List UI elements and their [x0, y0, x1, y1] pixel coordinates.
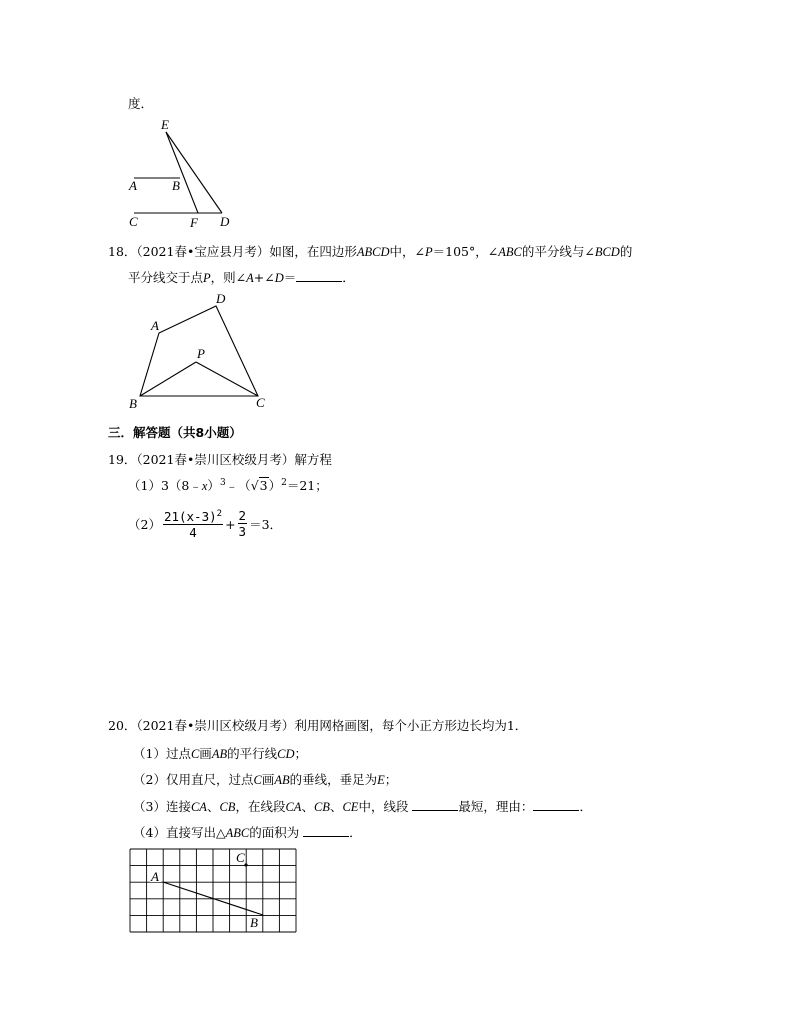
q19-part1	[128, 476, 328, 494]
q19-part1-radical: √	[250, 478, 259, 493]
q18-label-b: B	[129, 396, 137, 411]
q20-part3-text: 、	[301, 799, 314, 814]
q19-instruction: 解方程	[294, 452, 332, 467]
q20-part1-var: C	[190, 747, 200, 761]
q20-part4-text: 的面积为	[249, 825, 304, 840]
q20-part2	[133, 770, 397, 788]
q20-part2-text: 画	[261, 772, 275, 787]
q18-label-p: P	[197, 346, 205, 361]
q18-text: +∠	[253, 270, 275, 285]
q20-part3-text: ．	[579, 799, 592, 814]
q18-line1	[108, 242, 632, 260]
q19-number: 19．	[108, 452, 137, 467]
q19-source: （2021春•崇川区校级月考）	[136, 452, 295, 467]
q17-line-ed	[166, 132, 222, 213]
q19-part1-text: ）	[268, 478, 282, 493]
q17-text-tail: 度．	[128, 96, 154, 111]
q18-label-c: C	[256, 395, 265, 410]
q18-text: 平分线交于点	[128, 270, 204, 285]
q20-part3-var: CB	[219, 800, 236, 814]
q17-label-b: B	[172, 178, 180, 193]
q20-part2-var: AB	[274, 773, 290, 787]
q20-part3-text: （3）连接	[133, 799, 191, 814]
q20-number: 20．	[108, 718, 137, 733]
q19-part2-plus: +	[225, 516, 236, 532]
q19-line1	[108, 450, 332, 468]
q19-part2-numerator: 2	[238, 508, 247, 523]
q20-point-c	[244, 863, 247, 866]
q18-var: P	[203, 271, 211, 285]
q18-source: （2021春•宝应县月考）	[136, 244, 270, 259]
q20-label-c: C	[236, 850, 245, 865]
q18-var: D	[274, 271, 284, 285]
q19-part2-exponent: 2	[216, 508, 223, 519]
q18-var: P	[424, 245, 433, 259]
q20-part3-text: 、	[206, 799, 220, 814]
q18-var: BCD	[594, 245, 620, 259]
q18-text: 的	[619, 244, 633, 259]
q19-part2-fraction1	[163, 507, 223, 541]
q20-part3	[133, 797, 592, 815]
q18-label-d: D	[216, 291, 226, 306]
q18-text: ．	[342, 270, 355, 285]
q20-line1	[108, 716, 527, 734]
q19-part1-text: ）	[207, 478, 220, 493]
q18-text: ＝105°，∠	[432, 244, 499, 259]
q20-part3-text: 中，线段	[358, 799, 413, 814]
q19-part2-label: （2）	[128, 517, 161, 532]
q19-part1-var: x	[201, 479, 208, 493]
q19-part2-denominator: 4	[189, 525, 197, 541]
section-3-title: 三．解答题（共8小题）	[108, 425, 242, 440]
q20-grid-figure	[129, 848, 299, 934]
q19-part1-exponent: 2	[281, 477, 287, 488]
q20-label-b: B	[250, 915, 258, 930]
q19-part2	[128, 504, 282, 544]
q20-text: 利用网格画图，每个小正方形边长均为1．	[294, 718, 528, 733]
q20-part4-text: （4）直接写出△	[133, 825, 226, 840]
q20-part3-var: CA	[190, 800, 207, 814]
q17-label-f: F	[190, 215, 198, 230]
q20-part4-text: ．	[349, 825, 362, 840]
q18-text: 中，∠	[389, 244, 425, 259]
q18-var: ABC	[498, 245, 522, 259]
q20-part2-text: （2）仅用直尺，过点	[133, 772, 254, 787]
q20-part2-text: ；	[384, 772, 398, 787]
q19-part2-denominator: 3	[238, 524, 247, 539]
q17-label-e: E	[161, 117, 169, 132]
q19-part1-text: ﹣（	[225, 478, 251, 493]
q20-label-a: A	[151, 869, 159, 884]
q20-source: （2021春•崇川区校级月考）	[136, 718, 295, 733]
q17-label-c: C	[129, 214, 138, 229]
q20-part4-blank	[303, 824, 349, 837]
q18-label-a: A	[151, 318, 159, 333]
q20-part1-text: 的平行线	[227, 746, 278, 761]
q18-text: ，则∠	[210, 270, 247, 285]
q20-part3-text: 最短，理由：	[458, 799, 534, 814]
q19-part1-exponent: 3	[219, 477, 226, 488]
q18-number: 18．	[108, 244, 137, 259]
q19-part1-text: 3（8﹣	[160, 478, 202, 493]
q18-line2	[128, 268, 355, 286]
q20-part4	[133, 823, 362, 841]
q20-part3-var: CA	[285, 800, 302, 814]
q18-text: 如图，在四边形	[269, 244, 357, 259]
q18-var: ABCD	[356, 245, 390, 259]
q19-part1-label: （1）	[128, 478, 161, 493]
q17-figure	[122, 114, 242, 230]
q18-answer-blank	[296, 269, 342, 282]
q20-part3-text: ，在线段	[235, 799, 286, 814]
q18-text: ＝	[283, 270, 297, 285]
q20-part2-text: 的垂线，垂足为	[289, 772, 378, 787]
q20-grid-lines	[130, 849, 296, 932]
q19-part1-radicand: 3	[259, 478, 268, 493]
q19-part2-numerator: 21(x-3)	[163, 509, 217, 525]
q19-part2-text: ＝3．	[249, 517, 283, 532]
q20-part3-blank1	[412, 798, 458, 811]
q20-part3-text: 、	[329, 799, 343, 814]
q20-part3-var: CB	[313, 800, 330, 814]
q20-part4-var: ABC	[225, 826, 250, 840]
q18-var: A	[246, 271, 254, 285]
q18-figure	[122, 290, 272, 412]
q18-text: 的平分线与∠	[521, 244, 595, 259]
q20-part2-var: E	[377, 773, 385, 787]
q20-part3-var: CE	[342, 800, 359, 814]
q20-part1	[133, 744, 307, 762]
q20-part2-var: C	[253, 773, 262, 787]
q20-part1-text: 画	[199, 746, 212, 761]
q17-label-d: D	[220, 214, 230, 229]
q20-part3-blank2	[533, 798, 579, 811]
q17-label-a: A	[129, 178, 137, 193]
q20-part1-text: （1）过点	[133, 746, 191, 761]
q17-line-ef	[166, 132, 198, 213]
q20-part1-var: CD	[277, 747, 295, 761]
q20-part1-var: AB	[211, 747, 228, 761]
q19-part1-text: ＝21；	[286, 478, 328, 493]
q18-line-cp	[196, 362, 258, 396]
q20-part1-text: ；	[294, 746, 307, 761]
q19-part2-fraction2	[238, 508, 248, 540]
